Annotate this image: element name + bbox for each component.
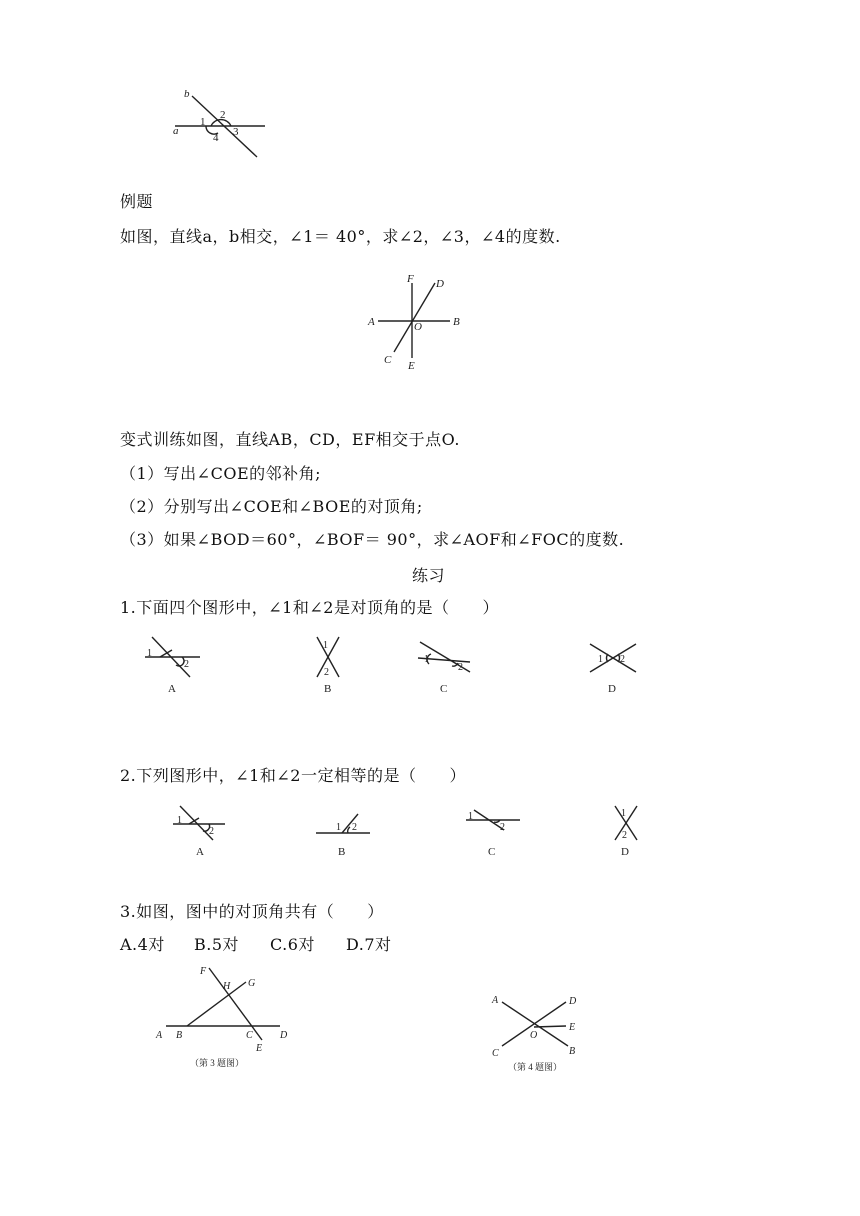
svg-text:E: E [569,1022,576,1033]
q3-figure-caption: （第 3 题图） [190,1058,245,1068]
label-a: a [173,125,179,137]
label-D: D [436,278,444,290]
q2-option-b-figure [310,800,380,860]
q2-option-b-label: B [338,846,346,858]
svg-text:2: 2 [622,830,627,841]
angle-1-label: 1 [200,116,206,128]
svg-text:C: C [492,1048,499,1059]
q3-choice-c: C.6对 [270,935,315,954]
practice-q1-stem: 1.下面四个图形中，∠1和∠2是对顶角的是（ ） [120,598,499,617]
practice-q3-stem: 3.如图，图中的对顶角共有（ ） [120,902,384,921]
svg-text:C: C [246,1030,253,1041]
q4-figure [480,990,590,1080]
svg-text:1: 1 [177,815,182,826]
example-heading: 例题 [120,192,154,211]
q2-option-a-figure [165,800,235,860]
q2-option-a-label: A [196,846,204,858]
svg-text:A: A [492,995,499,1006]
example-problem: 如图，直线a，b相交，∠1＝ 40°，求∠2，∠3，∠4的度数. [120,227,561,246]
practice-heading: 练习 [412,566,446,585]
practice-q2-stem: 2.下列图形中，∠1和∠2一定相等的是（ ） [120,766,466,785]
angle-4-label: 4 [213,132,219,144]
svg-text:F: F [200,966,207,977]
label-A: A [368,316,375,328]
q2-option-c-figure [460,800,530,860]
svg-text:1: 1 [621,808,626,819]
q3-choice-a: A.4对 [120,935,165,954]
svg-text:D: D [280,1030,288,1041]
label-C: C [384,354,392,366]
svg-text:1: 1 [147,648,152,659]
q2-option-c-label: C [488,846,496,858]
variant-question-2: （2）分别写出∠COE和∠BOE的对顶角; [120,497,423,516]
q1-option-d-label: D [608,683,616,695]
label-O: O [414,321,422,333]
svg-text:1: 1 [598,654,603,665]
svg-text:2: 2 [209,826,214,837]
svg-text:2: 2 [352,822,357,833]
svg-text:O: O [530,1030,538,1041]
q3-figure [150,962,300,1077]
svg-text:D: D [569,996,577,1007]
label-F: F [407,273,414,285]
q1-option-d-figure [580,632,650,697]
variant-intro: 变式训练如图，直线AB，CD，EF相交于点O. [120,430,460,449]
q4-figure-caption: （第 4 题图） [508,1062,563,1072]
svg-text:2: 2 [324,667,329,678]
svg-text:H: H [223,981,231,992]
q2-option-d-label: D [621,846,629,858]
q1-option-a-figure [140,632,210,697]
q3-choice-d: D.7对 [346,935,392,954]
q3-choice-b: B.5对 [194,935,240,954]
svg-text:1: 1 [336,822,341,833]
svg-text:1: 1 [424,654,429,665]
svg-text:1: 1 [468,811,473,822]
three-lines-figure [360,270,470,375]
svg-text:2: 2 [184,659,189,670]
q1-option-a-label: A [168,683,176,695]
q2-option-d-figure [603,800,653,860]
svg-text:1: 1 [323,640,328,651]
variant-question-1: （1）写出∠COE的邻补角; [120,464,322,483]
variant-question-3: （3）如果∠BOD＝60°，∠BOF＝ 90°，求∠AOF和∠FOC的度数. [120,530,625,549]
svg-text:A: A [156,1030,163,1041]
intersecting-lines-figure [160,80,280,165]
svg-text:B: B [569,1046,576,1057]
svg-text:2: 2 [620,654,625,665]
q1-option-c-label: C [440,683,448,695]
label-E: E [408,360,415,372]
svg-text:2: 2 [458,662,463,673]
svg-text:E: E [256,1043,263,1054]
q1-option-b-label: B [324,683,332,695]
q1-option-c-figure [412,632,482,697]
label-B: B [453,316,460,328]
label-b: b [184,88,190,100]
angle-2-label: 2 [220,109,226,121]
svg-text:2: 2 [500,822,505,833]
svg-text:B: B [176,1030,183,1041]
svg-text:G: G [248,978,256,989]
angle-3-label: 3 [233,126,239,138]
q1-option-b-figure [305,632,355,697]
